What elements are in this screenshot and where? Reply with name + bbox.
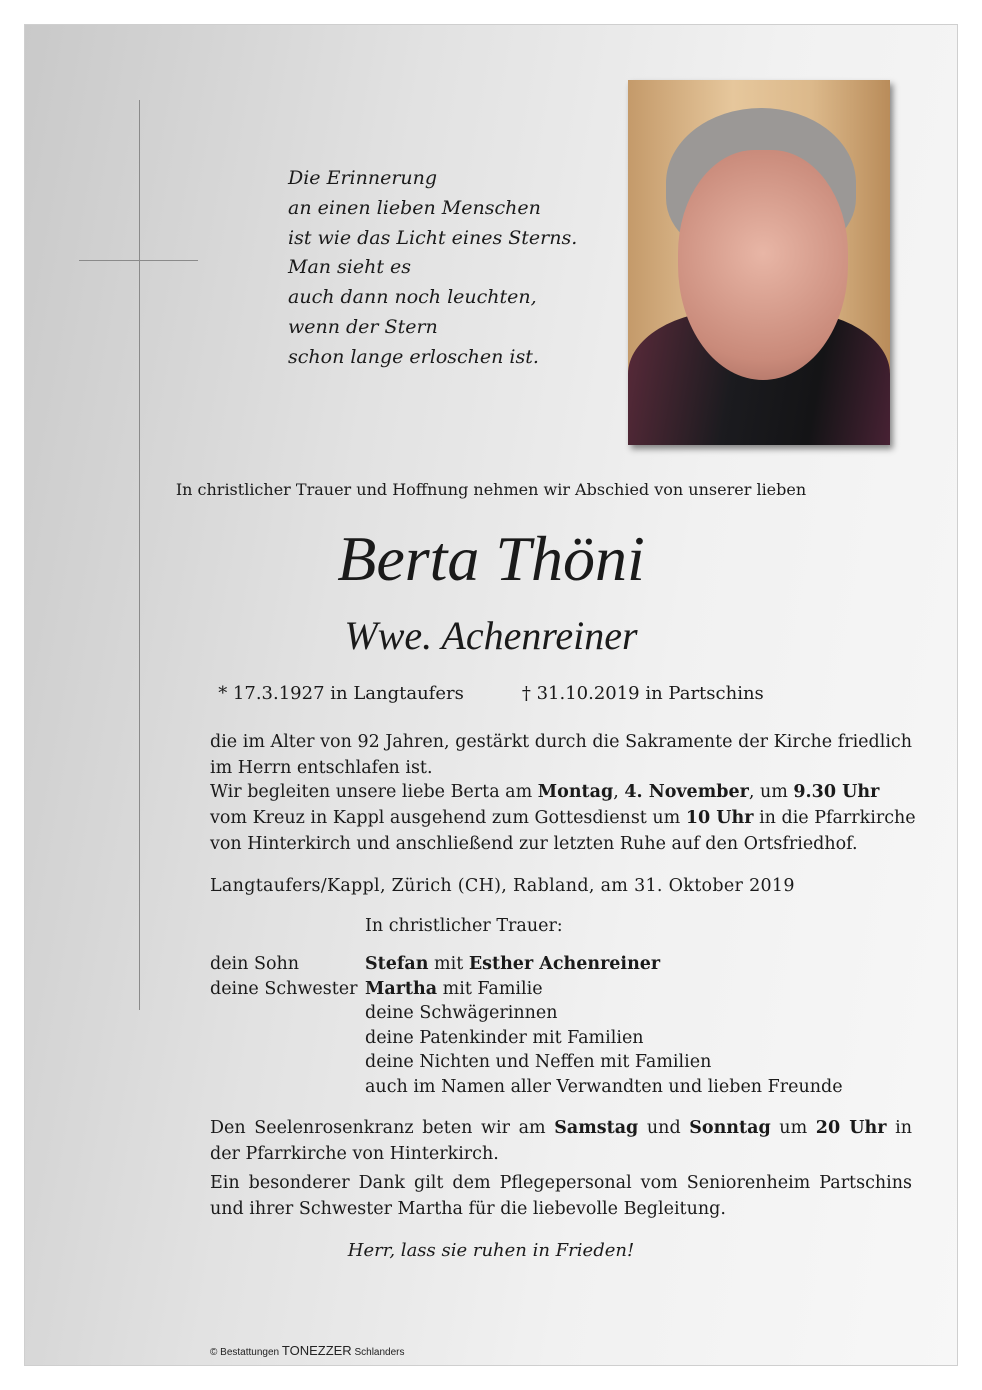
poem-line: Man sieht es bbox=[288, 256, 412, 279]
poem-line: auch dann noch leuchten, bbox=[288, 286, 537, 309]
death-date: † 31.10.2019 in Partschins bbox=[521, 683, 764, 704]
poem-line: Die Erinnerung bbox=[288, 167, 438, 189]
poem-line: schon lange erloschen ist. bbox=[288, 345, 539, 368]
mourning-label: In christlicher Trauer: bbox=[365, 916, 563, 936]
cross-horizontal-bar bbox=[79, 260, 198, 261]
poem-line: an einen lieben Menschen bbox=[288, 196, 541, 219]
death-paragraph: die im Alter von 92 Jahren, gestärkt durch die Sakramente der Kirche friedlich im Herrn entschlafen ist. bbox=[210, 732, 912, 778]
family-row: deine Schwester Martha mit Familie bbox=[210, 978, 543, 999]
portrait-photo bbox=[628, 80, 890, 445]
family-item: deine Nichten und Neffen mit Familien bbox=[365, 1052, 712, 1072]
poem-line: wenn der Stern bbox=[288, 315, 438, 338]
funeral-line-2: vom Kreuz in Kappl ausgehend zum Gottesdienst um 10 Uhr in die Pfarrkirche bbox=[210, 808, 916, 828]
rosary-paragraph: Den Seelenrosenkranz beten wir am Samstag und Sonntag um 20 Uhr in der Pfarrkirche von Hinterkirch. bbox=[210, 1118, 913, 1164]
funeral-line-3: von Hinterkirch und anschließend zur letzten Ruhe auf den Ortsfriedhof. bbox=[210, 834, 858, 854]
poem-line: ist wie das Licht eines Sterns. bbox=[288, 226, 578, 249]
family-item: deine Patenkinder mit Familien bbox=[365, 1027, 644, 1048]
deceased-name: Berta Thöni bbox=[337, 523, 645, 594]
family-list bbox=[210, 952, 843, 1099]
deceased-subtitle: Wwe. Achenreiner bbox=[344, 613, 638, 658]
footer-credit: © Bestattungen TONEZZER Schlanders bbox=[210, 1343, 405, 1358]
family-item: auch im Namen aller Verwandten und lieben Freunde bbox=[365, 1076, 843, 1097]
closing-line: Herr, lass sie ruhen in Frieden! bbox=[347, 1240, 635, 1261]
family-item: deine Schwägerinnen bbox=[365, 1003, 558, 1023]
birth-date: * 17.3.1927 in Langtaufers bbox=[218, 683, 464, 704]
life-dates bbox=[24, 683, 958, 704]
funeral-line-1: Wir begleiten unsere liebe Berta am Montag, 4. November, um 9.30 Uhr bbox=[210, 782, 880, 802]
intro-text: In christlicher Trauer und Hoffnung nehmen wir Abschied von unserer lieben bbox=[175, 480, 807, 499]
family-row: dein Sohn Stefan mit Esther Achenreiner bbox=[210, 954, 661, 974]
place-date: Langtaufers/Kappl, Zürich (CH), Rabland, am 31. Oktober 2019 bbox=[210, 876, 795, 896]
poem bbox=[288, 164, 577, 373]
thanks-paragraph: Ein besonderer Dank gilt dem Pflegepersonal vom Seniorenheim Partschins und ihrer Schwester Martha für die liebevolle Begleitung. bbox=[210, 1173, 912, 1219]
